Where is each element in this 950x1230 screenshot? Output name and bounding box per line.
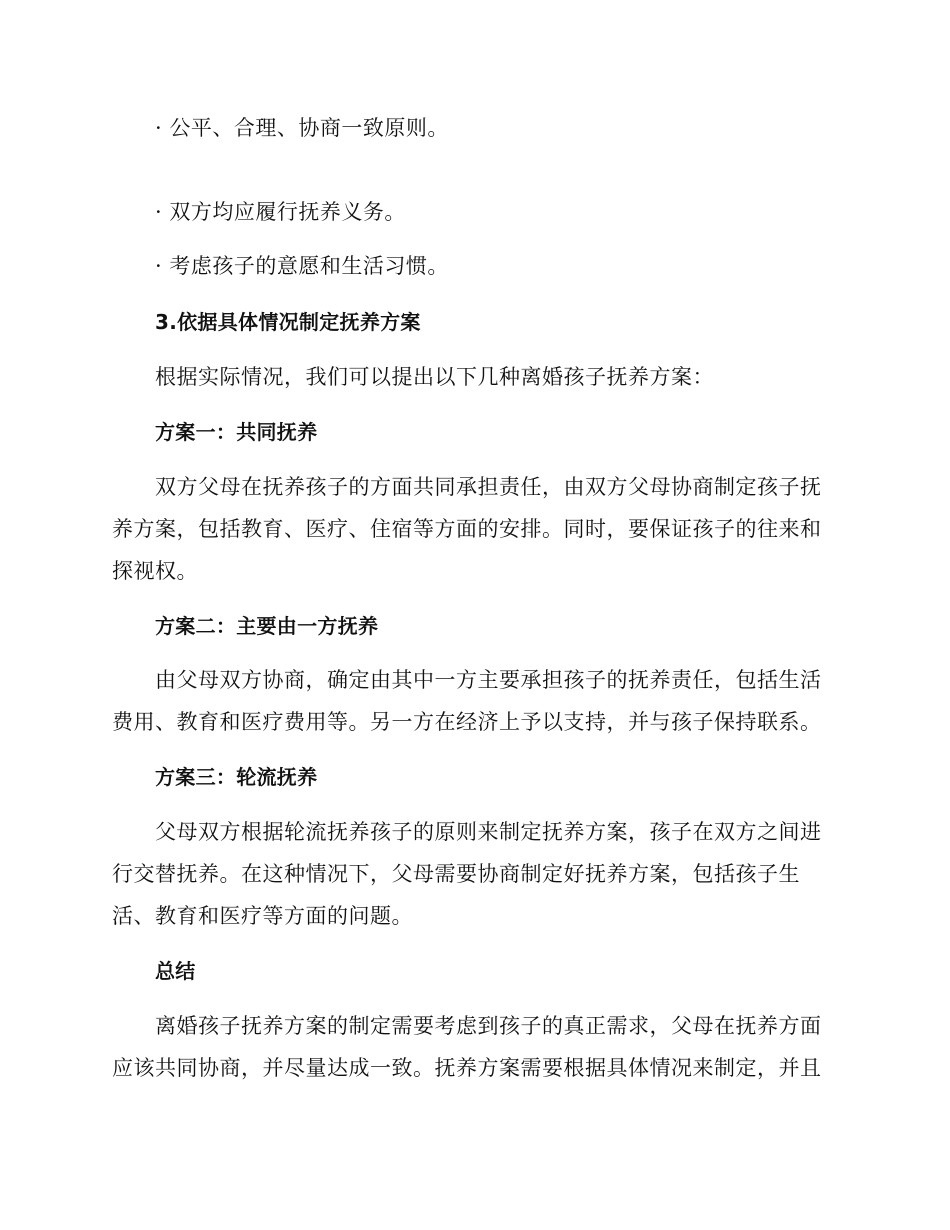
summary-heading: 总结 — [155, 959, 196, 983]
bullet-child-wishes: · 考虑孩子的意愿和生活习惯。 — [155, 254, 449, 278]
plan1-line-2: 养方案，包括教育、医疗、住宿等方面的安排。同时，要保证孩子的往来和 — [112, 517, 822, 541]
section3-intro: 根据实际情况，我们可以提出以下几种离婚孩子抚养方案： — [155, 365, 714, 389]
summary-line-1: 离婚孩子抚养方案的制定需要考虑到孩子的真正需求，父母在抚养方面 — [155, 1014, 822, 1038]
plan2-heading: 方案二：主要由一方抚养 — [155, 614, 379, 638]
bullet-fair-principle: · 公平、合理、协商一致原则。 — [155, 116, 449, 140]
bullet-both-duty: · 双方均应履行抚养义务。 — [155, 200, 406, 224]
plan1-line-1: 双方父母在抚养孩子的方面共同承担责任，由双方父母协商制定孩子抚 — [155, 475, 822, 499]
plan3-heading: 方案三：轮流抚养 — [155, 765, 318, 789]
plan1-heading: 方案一：共同抚养 — [155, 420, 318, 444]
section3-heading: 3.依据具体情况制定抚养方案 — [155, 310, 421, 334]
plan3-line-2: 行交替抚养。在这种情况下，父母需要协商制定好抚养方案，包括孩子生 — [112, 862, 800, 886]
summary-line-2: 应该共同协商，并尽量达成一致。抚养方案需要根据具体情况来制定，并且 — [112, 1056, 822, 1080]
plan2-line-2: 费用、教育和医疗费用等。另一方在经济上予以支持，并与孩子保持联系。 — [112, 710, 822, 734]
plan3-line-1: 父母双方根据轮流抚养孩子的原则来制定抚养方案，孩子在双方之间进 — [155, 820, 822, 844]
plan1-line-3: 探视权。 — [112, 559, 198, 583]
plan3-line-3: 活、教育和医疗等方面的问题。 — [112, 904, 413, 928]
plan2-line-1: 由父母双方协商，确定由其中一方主要承担孩子的抚养责任，包括生活 — [155, 668, 822, 692]
